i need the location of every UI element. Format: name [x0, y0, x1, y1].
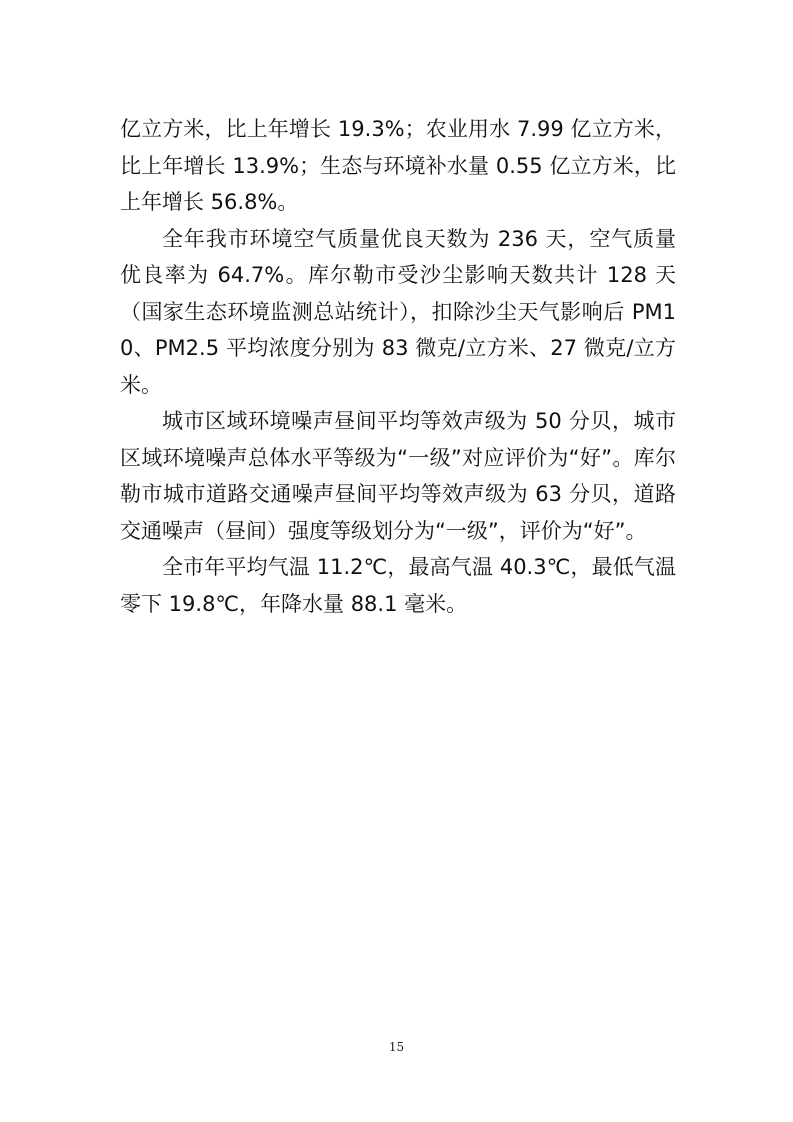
paragraph-water-usage: 亿立方米，比上年增长 19.3%；农业用水 7.99 亿立方米，比上年增长 13.9%；生态与环境补水量 0.55 亿立方米，比上年增长 56.8%。	[120, 117, 676, 214]
document-body	[120, 111, 676, 622]
page-number: 15	[388, 1040, 405, 1054]
paragraph-climate: 全市年平均气温 11.2℃，最高气温 40.3℃，最低气温零下 19.8℃，年降水量 88.1 毫米。	[120, 555, 676, 616]
paragraph-noise: 城市区域环境噪声昼间平均等效声级为 50 分贝，城市区域环境噪声总体水平等级为“一级”对应评价为“好”。库尔勒市城市道路交通噪声昼间平均等效声级为 63 分贝，道路交通噪声（昼间）强度等级划分为“一级”，评价为“好”。	[120, 409, 676, 543]
paragraph-air-quality: 全年我市环境空气质量优良天数为 236 天，空气质量优良率为 64.7%。库尔勒市受沙尘影响天数共计 128 天（国家生态环境监测总站统计），扣除沙尘天气影响后 PM10、PM2.5 平均浓度分别为 83 微克/立方米、27 微克/立方米。	[120, 226, 676, 397]
